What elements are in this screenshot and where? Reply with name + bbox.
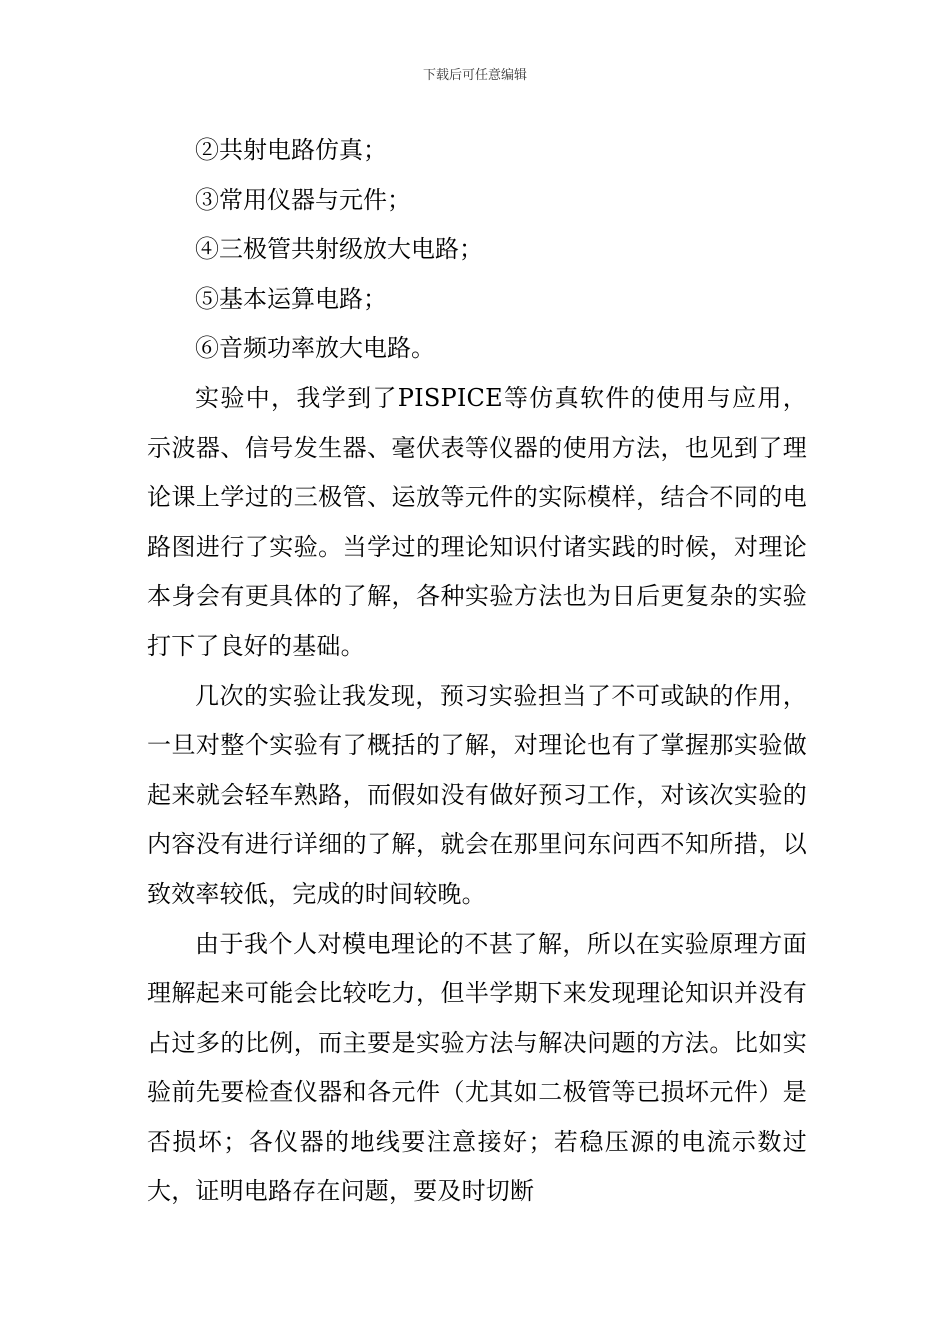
list-item: ⑤基本运算电路；: [195, 284, 387, 313]
list-item: ④三极管共射级放大电路；: [195, 235, 483, 264]
list-item: ⑥音频功率放大电路。: [195, 334, 435, 363]
paragraph: 几次的实验让我发现，预习实验担当了不可或缺的作用，一旦对整个实验有了概括的了解，对理论也有了掌握那实验做起来就会轻车熟路，而假如没有做好预习工作，对该次实验的内容没有进行详细的了解，就会在那里问东问西不知所措，以致效率较低，完成的时间较晚。: [147, 681, 807, 908]
list-item: ②共射电路仿真；: [195, 136, 387, 164]
paragraph: 由于我个人对模电理论的不甚了解，所以在实验原理方面理解起来可能会比较吃力，但半学期下来发现理论知识并没有占过多的比例，而主要是实验方法与解决问题的方法。比如实验前先要检查仪器和各元件（尤其如二极管等已损坏元件）是否损坏；各仪器的地线要注意接好；若稳压源的电流示数过大，证明电路存在问题，要及时切断: [147, 929, 807, 1206]
paragraph: 实验中，我学到了PISPICE等仿真软件的使用与应用，示波器、信号发生器、毫伏表等仪器的使用方法，也见到了理论课上学过的三极管、运放等元件的实际模样，结合不同的电路图进行了实验。当学过的理论知识付诸实践的时候，对理论本身会有更具体的了解，各种实验方法也为日后更复杂的实验打下了良好的基础。: [147, 383, 807, 660]
list-item: ③常用仪器与元件；: [195, 185, 411, 214]
document-body: [147, 126, 807, 1217]
page-header: 下载后可任意编辑: [422, 68, 527, 83]
